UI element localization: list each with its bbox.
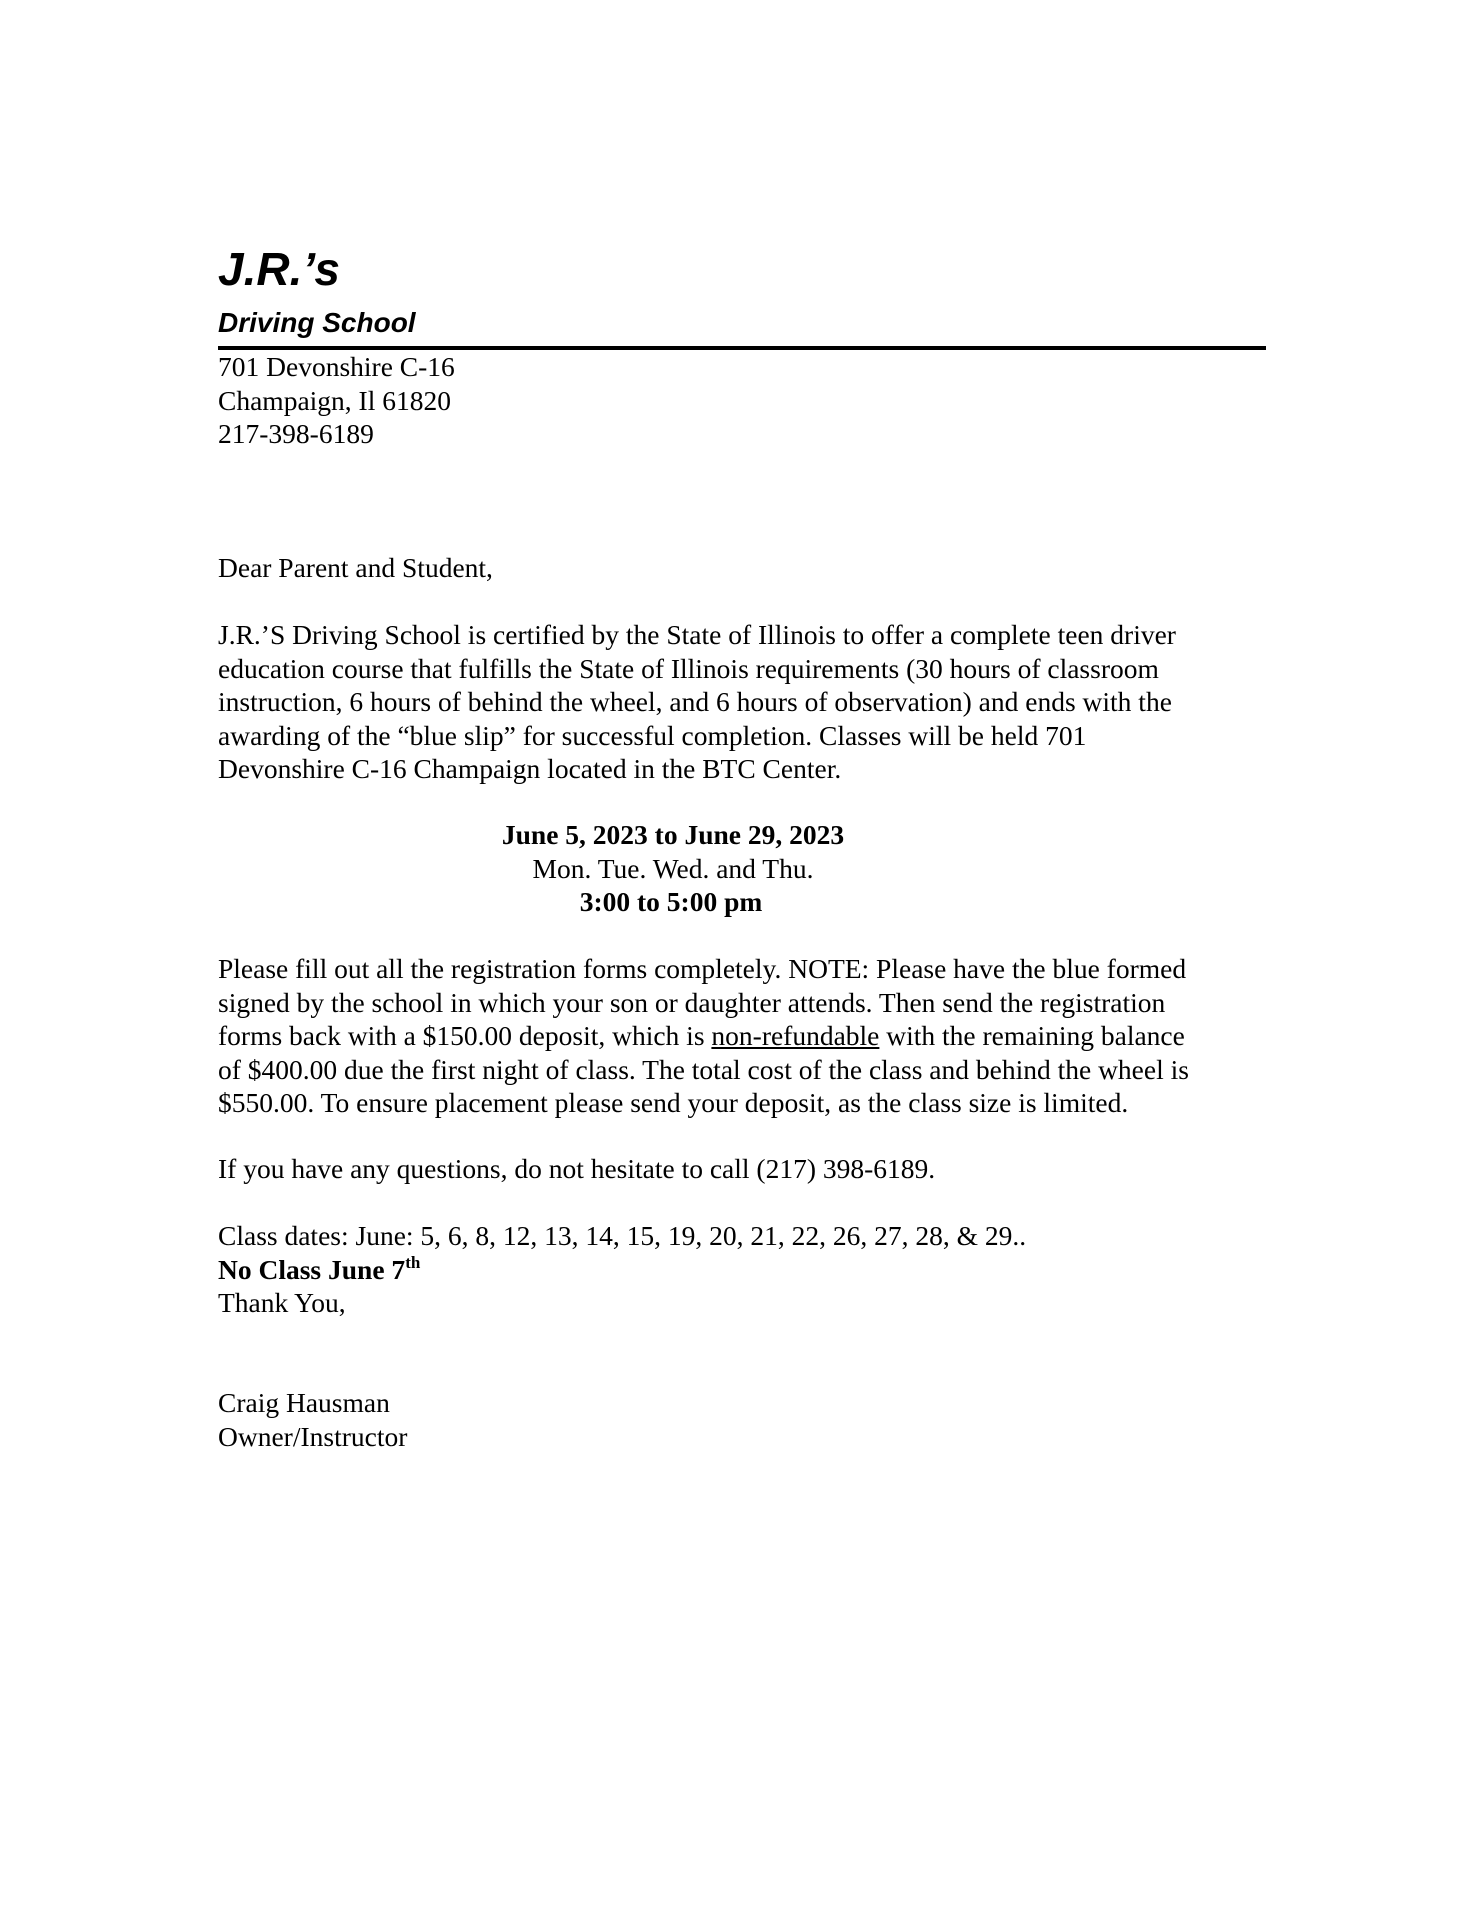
- intro-paragraph: [218, 618, 1266, 786]
- address-city: Champaign, Il 61820: [218, 384, 451, 416]
- signature-block: [218, 1386, 407, 1453]
- address-phone: 217-398-6189: [218, 418, 374, 449]
- registration-line: of $400.00 due the first night of class. The total cost of the class and behind the wheel is: [218, 1053, 1189, 1085]
- schedule-time: 3:00 to 5:00 pm: [579, 886, 763, 917]
- class-dates-list: Class dates: June: 5, 6, 8, 12, 13, 14, 15, 19, 20, 21, 22, 26, 27, 28, & 29..: [218, 1220, 1027, 1251]
- registration-line: $550.00. To ensure placement please send your deposit, as the class size is limited.: [218, 1087, 1129, 1118]
- letterhead-subtitle: Driving School: [218, 307, 416, 338]
- class-dates-block: [218, 1219, 1026, 1320]
- registration-line: Please fill out all the registration forms completely. NOTE: Please have the blue formed: [218, 953, 1187, 984]
- schedule-block: [218, 818, 1266, 919]
- registration-text: with the remaining balance: [879, 1020, 1185, 1051]
- intro-line: Devonshire C-16 Champaign located in the BTC Center.: [218, 753, 842, 784]
- registration-line: [218, 1019, 1266, 1053]
- signature-name: Craig Hausman: [218, 1387, 390, 1418]
- letter-page: [218, 0, 1266, 1920]
- registration-text: forms back with a $150.00 deposit, which is: [218, 1020, 712, 1051]
- address-block: [218, 350, 455, 451]
- registration-line: signed by the school in which your son or daughter attends. Then send the registration: [218, 986, 1166, 1018]
- closing-text: Thank You,: [218, 1287, 346, 1318]
- salutation: Dear Parent and Student,: [218, 552, 493, 583]
- letterhead-name: J.R.’s: [218, 243, 340, 295]
- intro-line: instruction, 6 hours of behind the wheel, and 6 hours of observation) and ends with the: [218, 686, 1172, 717]
- intro-line: education course that fulfills the State of Illinois requirements (30 hours of classroom: [218, 652, 1159, 684]
- questions-line: If you have any questions, do not hesitate to call (217) 398-6189.: [218, 1153, 936, 1184]
- questions-paragraph: [218, 1152, 1266, 1186]
- no-class-notice: [218, 1253, 1026, 1287]
- no-class-text: No Class June 7: [218, 1253, 406, 1285]
- no-class-ordinal: th: [405, 1252, 421, 1272]
- registration-paragraph: [218, 952, 1266, 1120]
- intro-line: J.R.’S Driving School is certified by the State of Illinois to offer a complete teen driver: [218, 619, 1176, 650]
- intro-line: awarding of the “blue slip” for successful completion. Classes will be held 701: [218, 719, 1087, 751]
- schedule-days: Mon. Tue. Wed. and Thu.: [532, 852, 814, 884]
- address-street: 701 Devonshire C-16: [218, 351, 455, 382]
- non-refundable-text: non-refundable: [711, 1020, 880, 1051]
- signature-title: Owner/Instructor: [218, 1420, 408, 1452]
- schedule-date-range: June 5, 2023 to June 29, 2023: [501, 819, 845, 850]
